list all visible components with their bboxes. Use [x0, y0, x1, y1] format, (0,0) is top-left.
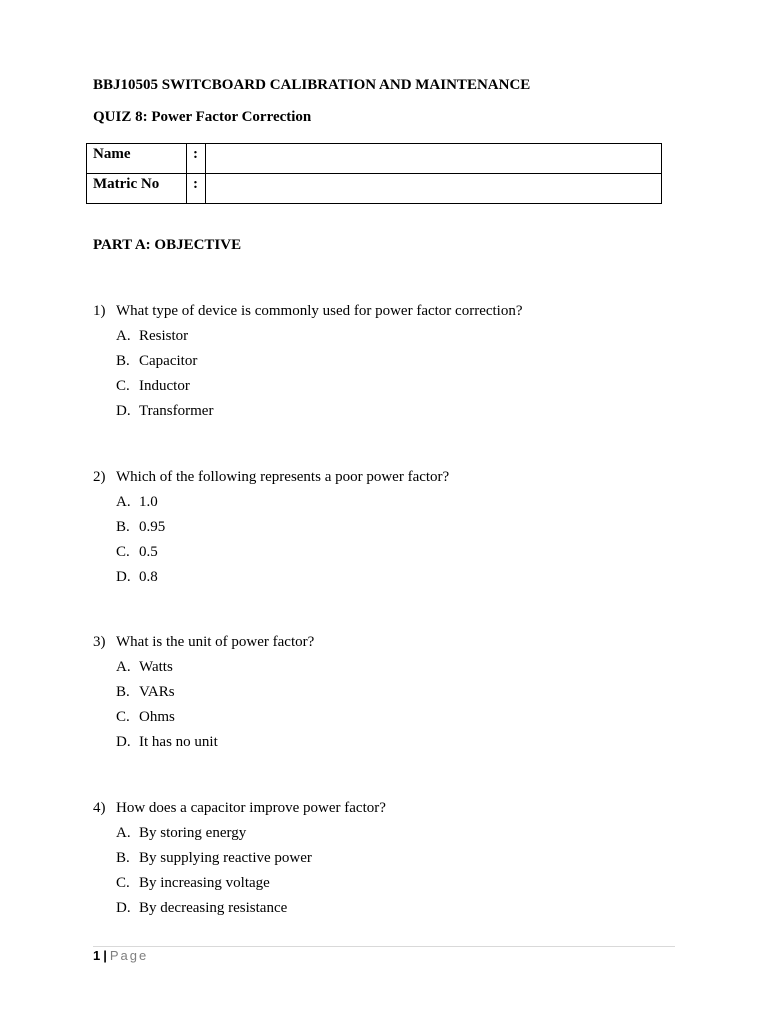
footer-divider — [93, 946, 675, 947]
option-letter: A. — [116, 494, 131, 510]
option-letter: D. — [116, 569, 131, 585]
option-letter: C. — [116, 875, 130, 891]
option-letter: C. — [116, 378, 130, 394]
option-letter: C. — [116, 544, 130, 560]
option-letter: A. — [116, 825, 131, 841]
option-letter: A. — [116, 328, 131, 344]
quiz-title: QUIZ 8: Power Factor Correction — [93, 109, 312, 125]
question-stem — [93, 633, 673, 658]
option-a[interactable] — [116, 327, 673, 352]
page-word: Page — [109, 948, 149, 963]
question-3 — [93, 633, 673, 758]
option-text: 0.8 — [139, 569, 158, 585]
option-text: Inductor — [139, 378, 190, 394]
question-text: What is the unit of power factor? — [116, 634, 315, 650]
option-letter: B. — [116, 684, 130, 700]
question-text: What type of device is commonly used for power factor correction? — [116, 303, 523, 319]
question-number: 2) — [93, 469, 106, 485]
option-c[interactable] — [116, 543, 673, 568]
course-title: BBJ10505 SWITCBOARD CALIBRATION AND MAINTENANCE — [93, 77, 531, 93]
question-text: Which of the following represents a poor power factor? — [116, 469, 450, 485]
option-b[interactable] — [116, 352, 673, 377]
option-d[interactable] — [116, 733, 673, 758]
option-text: VARs — [139, 684, 175, 700]
option-text: By storing energy — [139, 825, 247, 841]
matric-row — [87, 174, 662, 204]
question-stem — [93, 799, 673, 824]
option-letter: B. — [116, 850, 130, 866]
option-letter: B. — [116, 519, 130, 535]
option-letter: D. — [116, 900, 131, 916]
option-letter: B. — [116, 353, 130, 369]
option-text: 0.95 — [139, 519, 166, 535]
option-letter: D. — [116, 734, 131, 750]
option-c[interactable] — [116, 708, 673, 733]
student-info-table — [86, 143, 662, 204]
option-text: By decreasing resistance — [139, 900, 288, 916]
name-row — [87, 144, 662, 174]
part-title: PART A: OBJECTIVE — [93, 237, 242, 253]
option-b[interactable] — [116, 849, 673, 874]
question-stem — [93, 302, 673, 327]
matric-colon: : — [187, 174, 206, 204]
option-b[interactable] — [116, 518, 673, 543]
option-text: 0.5 — [139, 544, 158, 560]
option-letter: C. — [116, 709, 130, 725]
footer-separator: | — [103, 948, 107, 963]
option-c[interactable] — [116, 874, 673, 899]
question-number: 1) — [93, 303, 106, 319]
option-text: Resistor — [139, 328, 189, 344]
option-letter: D. — [116, 403, 131, 419]
page-number: 1 — [93, 948, 101, 963]
question-number: 4) — [93, 800, 106, 816]
matric-label: Matric No — [87, 174, 187, 204]
matric-field[interactable] — [206, 174, 662, 204]
option-text: Watts — [139, 659, 173, 675]
page-footer — [93, 948, 148, 963]
option-letter: A. — [116, 659, 131, 675]
option-b[interactable] — [116, 683, 673, 708]
option-text: By increasing voltage — [139, 875, 270, 891]
name-colon: : — [187, 144, 206, 174]
option-text: Transformer — [139, 403, 214, 419]
question-4 — [93, 799, 673, 924]
question-2 — [93, 468, 673, 593]
option-text: It has no unit — [139, 734, 218, 750]
option-d[interactable] — [116, 402, 673, 427]
name-label: Name — [87, 144, 187, 174]
option-d[interactable] — [116, 899, 673, 924]
option-text: By supplying reactive power — [139, 850, 312, 866]
option-text: Capacitor — [139, 353, 198, 369]
option-c[interactable] — [116, 377, 673, 402]
option-a[interactable] — [116, 493, 673, 518]
question-stem — [93, 468, 673, 493]
option-a[interactable] — [116, 824, 673, 849]
option-text: 1.0 — [139, 494, 158, 510]
option-text: Ohms — [139, 709, 175, 725]
option-d[interactable] — [116, 568, 673, 593]
question-1 — [93, 302, 673, 427]
question-text: How does a capacitor improve power factor? — [116, 800, 386, 816]
option-a[interactable] — [116, 658, 673, 683]
name-field[interactable] — [206, 144, 662, 174]
question-number: 3) — [93, 634, 106, 650]
